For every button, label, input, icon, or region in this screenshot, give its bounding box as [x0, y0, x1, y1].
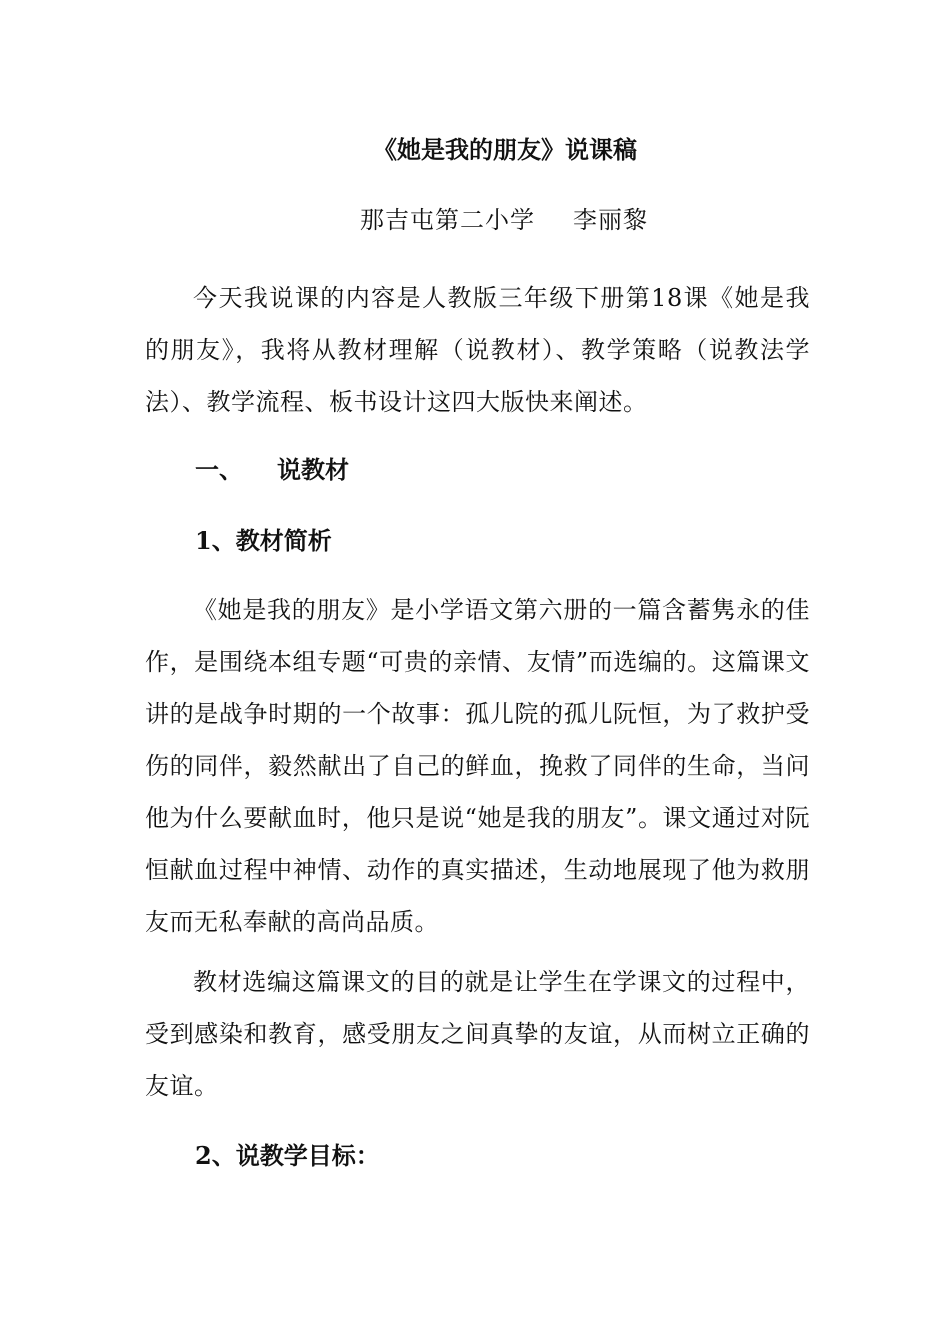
author-name: 李丽黎: [573, 206, 648, 234]
intro-paragraph: 今天我说课的内容是人教版三年级下册第18课《她是我的朋友》，我将从教材理解（说教材）、教学策略（说教法学法）、教学流程、板书设计这四大版快来阐述。: [145, 284, 810, 416]
subheading-textbook-analysis: 1、教材简析: [195, 526, 332, 555]
section-heading-1: [195, 450, 349, 485]
section-number: 一、: [195, 455, 243, 484]
byline: [360, 200, 648, 235]
subheading-teaching-goals: 2、说教学目标：: [195, 1141, 380, 1170]
body-paragraph-1: 《她是我的朋友》是小学语文第六册的一篇含蓄隽永的佳作，是围绕本组专题“可贵的亲情、友情”而选编的。这篇课文讲的是战争时期的一个故事：孤儿院的孤儿阮恒，为了救护受伤的同伴，毅然献出了自己的鲜血，挽救了同伴的生命，当问他为什么要献血时，他只是说“她是我的朋友”。课文通过对阮恒献血过程中神情、动作的真实描述，生动地展现了他为救朋友而无私奉献的高尚品质。: [145, 596, 810, 936]
section-title: 说教材: [277, 455, 349, 484]
school-name: 那吉屯第二小学: [360, 206, 535, 234]
document-title: 《她是我的朋友》说课稿: [373, 135, 637, 164]
body-paragraph-2: 教材选编这篇课文的目的就是让学生在学课文的过程中，受到感染和教育，感受朋友之间真挚的友谊，从而树立正确的友谊。: [145, 968, 810, 1100]
